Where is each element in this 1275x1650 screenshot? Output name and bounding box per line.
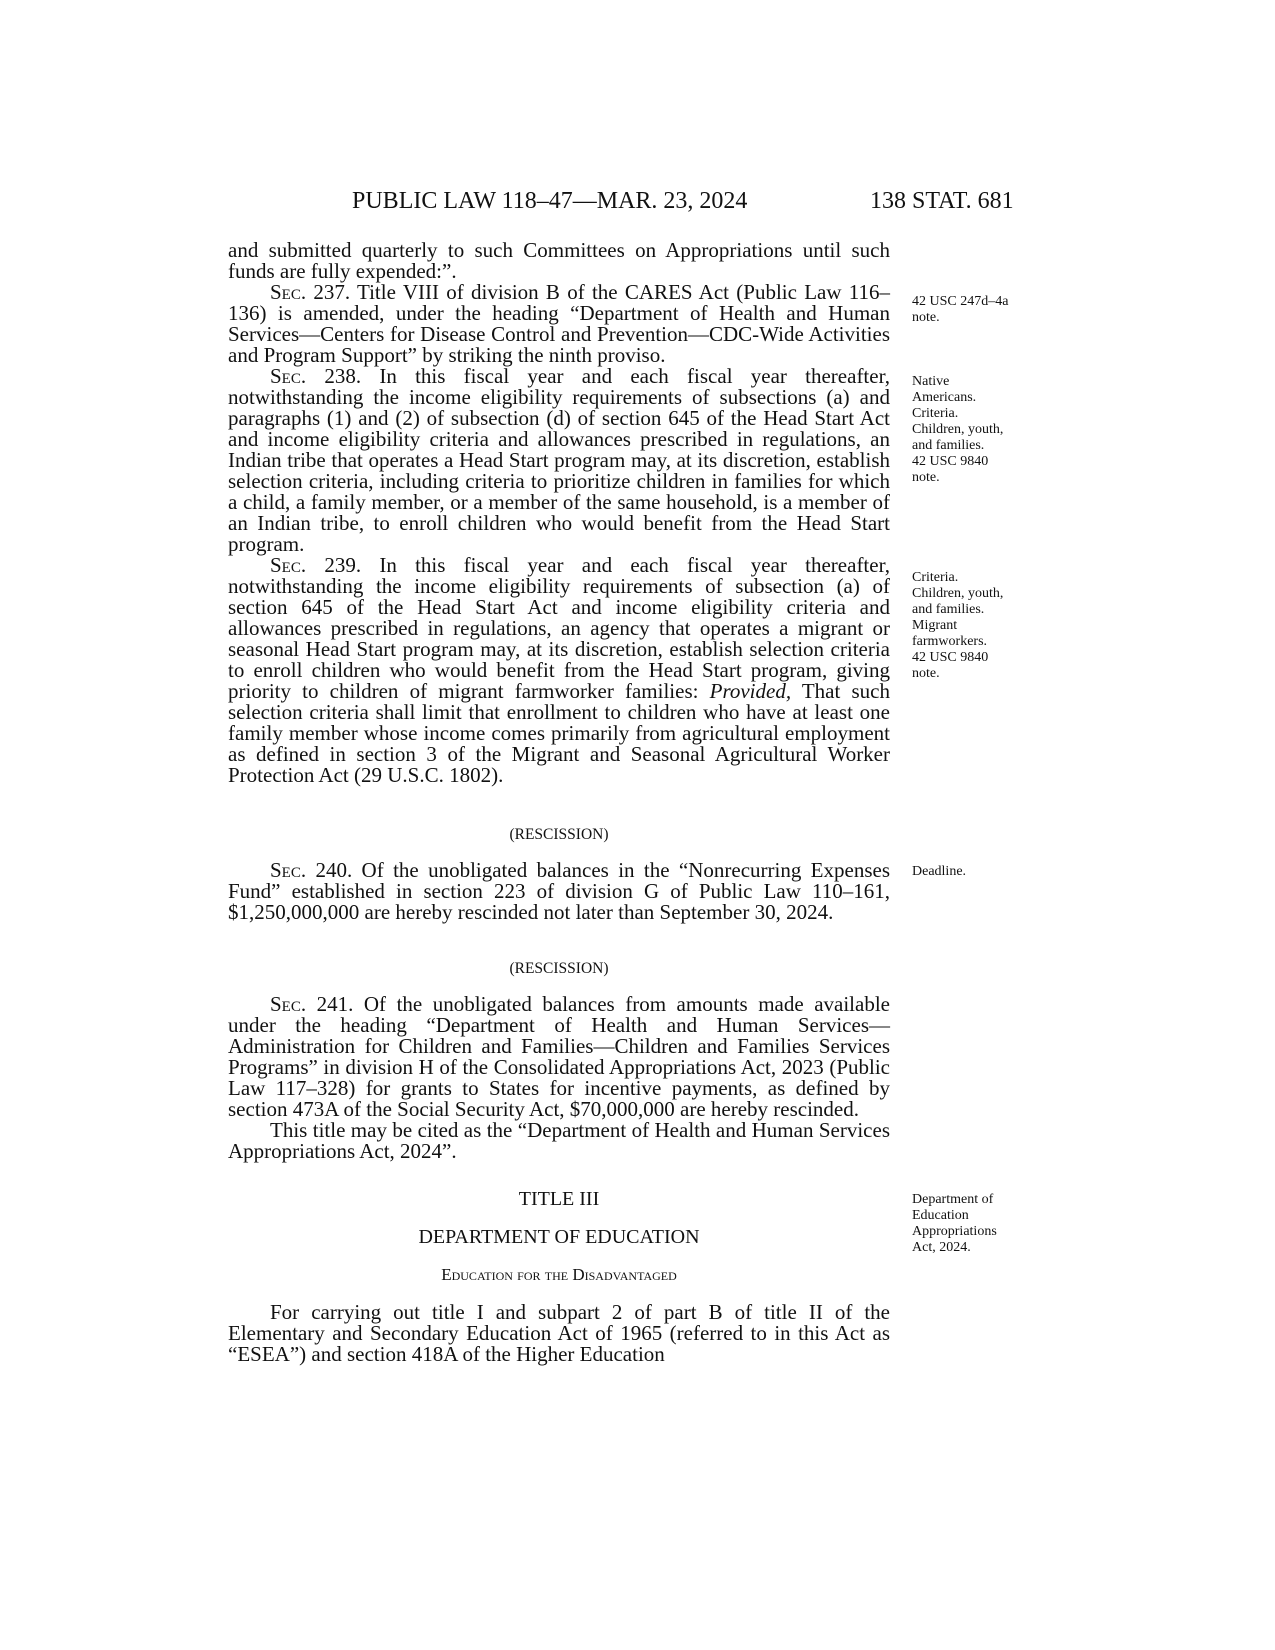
section-239: [228, 555, 890, 786]
margin-note-1: [912, 294, 1052, 326]
title-heading: TITLE III: [518, 1188, 600, 1210]
rescission-heading-2: (RESCISSION): [509, 960, 609, 977]
page-header-stat: 138 STAT. 681: [870, 188, 1014, 214]
note-line: note.: [912, 666, 940, 681]
margin-note-4: [912, 864, 1052, 880]
section-237: [228, 282, 890, 366]
sec-text: . 240. Of the unobligated balances in the “Nonrecurring Expenses Fund” established in section 223 of division G of Public Law 110–161, $1,250,000,000 are hereby rescinded not later than September 30, 2024.: [228, 858, 890, 924]
body-block-1: [228, 240, 890, 786]
note-line: note.: [912, 310, 940, 325]
sec-text: . 238. In this fiscal year and each fiscal year thereafter, notwithstanding the income eligibility requirements of subsections (a) and paragraphs (1) and (2) of subsection (d) of section 645 of the Head Start Act and income eligibility criteria and allowances prescribed in regulations, an Indian tribe that operates a Head Start program may, at its discretion, establish selection criteria, including criteria to prioritize children in families for which a child, a family member, or a member of the same household, is a member of an Indian tribe, to enroll children who would benefit from the Head Start program.: [228, 364, 890, 556]
page-header-title: PUBLIC LAW 118–47—MAR. 23, 2024: [352, 188, 748, 214]
note-line: and families.: [912, 602, 985, 617]
note-line: Americans.: [912, 390, 977, 405]
sec-text: . 237. Title VIII of division B of the CARES Act (Public Law 116–136) is amended, under the heading “Department of Health and Human Services—Centers for Disease Control and Prevention—CDC-Wide Activities and Program Support” by striking the ninth proviso.: [228, 280, 890, 367]
body-block-4: [228, 1302, 890, 1365]
provided-italic: Provided,: [709, 679, 792, 703]
body-block-2: [228, 860, 890, 923]
note-line: 42 USC 9840: [912, 650, 989, 665]
margin-note-3: [912, 570, 1052, 682]
sec-label: Sec: [270, 553, 301, 577]
paragraph-continuation: and submitted quarterly to such Committees on Appropriations until such funds are fully expended:”.: [228, 238, 890, 283]
title-citation: This title may be cited as the “Department of Health and Human Services Appropriations Act, 2024”.: [228, 1118, 890, 1163]
sec-text: . 241. Of the unobligated balances from amounts made available under the heading “Department of Health and Human Services—Administration for Children and Families—Children and Families Services Programs” in division H of the Consolidated Appropriations Act, 2023 (Public Law 117–328) for grants to States for incentive payments, as defined by section 473A of the Social Security Act, $70,000,000 are hereby rescinded.: [228, 992, 890, 1121]
sec-label: Sec: [270, 858, 301, 882]
department-heading: DEPARTMENT OF EDUCATION: [418, 1226, 700, 1248]
note-line: Children, youth,: [912, 586, 1004, 601]
body-block-3: [228, 994, 890, 1162]
note-line: Appropriations: [912, 1224, 997, 1239]
rescission-heading-1: (RESCISSION): [509, 826, 609, 843]
note-line: Criteria.: [912, 570, 959, 585]
note-line: Department of: [912, 1192, 994, 1207]
note-line: Children, youth,: [912, 422, 1004, 437]
final-paragraph: For carrying out title I and subpart 2 of part B of title II of the Elementary and Secondary Education Act of 1965 (referred to in this Act as “ESEA”) and section 418A of the Higher Education: [228, 1300, 890, 1366]
sec-label: Sec: [270, 364, 301, 388]
note-line: and families.: [912, 438, 985, 453]
margin-note-5: [912, 1192, 1052, 1256]
note-line: Deadline.: [912, 864, 967, 879]
note-line: Criteria.: [912, 406, 959, 421]
note-line: 42 USC 247d–4a: [912, 294, 1009, 309]
note-line: 42 USC 9840: [912, 454, 989, 469]
section-240: [228, 860, 890, 923]
sec-text: That such selection criteria shall limit that enrollment to children who have at least one family member whose income comes primarily from agricultural employment as defined in section 3 of the Migrant and Seasonal Agricultural Worker Protection Act (29 U.S.C. 1802).: [228, 679, 890, 787]
note-line: note.: [912, 470, 940, 485]
note-line: farmworkers.: [912, 634, 988, 649]
sec-label: Sec: [270, 992, 301, 1016]
sec-label: Sec: [270, 280, 301, 304]
sec-text: . 239. In this fiscal year and each fiscal year thereafter, notwithstanding the income eligibility requirements of subsection (a) of section 645 of the Head Start Act and income eligibility criteria and allowances prescribed in regulations, an agency that operates a migrant or seasonal Head Start program may, at its discretion, establish selection criteria to enroll children who would benefit from the Head Start program, giving priority to children of migrant farmworker families:: [228, 553, 890, 703]
note-line: Migrant: [912, 618, 958, 633]
margin-note-2: [912, 374, 1052, 486]
sub-heading: Education for the Disadvantaged: [441, 1265, 677, 1284]
note-line: Education: [912, 1208, 969, 1223]
note-line: Native: [912, 374, 950, 389]
section-238: [228, 366, 890, 555]
section-241: [228, 994, 890, 1120]
note-line: Act, 2024.: [912, 1240, 971, 1255]
